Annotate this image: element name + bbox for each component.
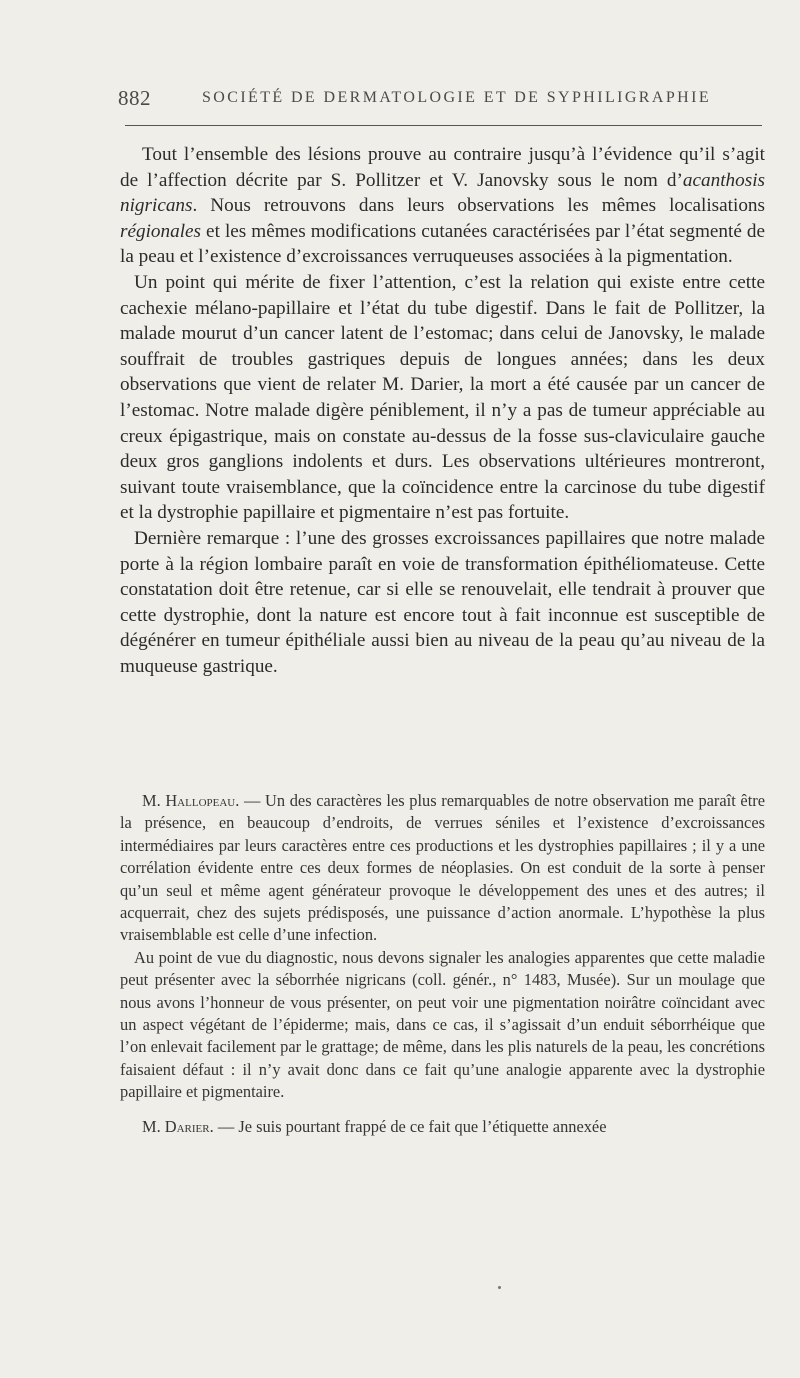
p1-text-c: et les mêmes modifications cutanées caractérisées par l’état segmenté de la peau et l’existence d’excroissances verruqueuses associées à la pigmentation.	[120, 220, 765, 268]
speaker-prefix-2: M.	[142, 1116, 165, 1136]
page-number: 882	[118, 86, 151, 110]
speaker-dash: . —	[235, 791, 266, 810]
print-speck	[498, 1286, 501, 1289]
speaker-prefix: M.	[142, 791, 166, 810]
p1-italic-term: acanthosis nigricans	[120, 169, 765, 217]
main-text	[120, 142, 765, 679]
p1-italic-regionales: régionales	[120, 220, 202, 242]
paragraph-1	[120, 142, 765, 270]
discussion-diagnostic: Au point de vue du diagnostic, nous devons signaler les analogies apparentes que cette maladie peut présenter avec la séborrhée nigricans (coll. génér., n° 1483, Musée). Sur un moulage que nous avons l’honneur de vous présenter, on peut voir une pigmentation noirâtre coïncidant avec un aspect végétant de l’épiderme; mais, dans ce cas, il s’agissait d’un enduit séborrhéique que l’on enlevait facilement par le grattage; de même, dans les plis naturels de la peau, les concrétions faisaient défaut : il n’y avait donc dans ce fait qu’une analogie apparente avec la dystrophie papillaire et pigmentaire.	[120, 947, 765, 1102]
hallopeau-remark: Un des caractères les plus remarquables de notre observation me paraît être la présence, en beaucoup d’endroits, de verrues séniles et l’existence d’excroissances intermédiaires par leurs caractères entre ces productions et les dystrophies papillaires ; il y a une corrélation évidente entre ces deux formes de néoplasies. On est conduit de la sorte à penser qu’un seul et même agent générateur provoque le développement des unes et des autres; il acquerrait, chez des sujets prédisposés, une puissance d’action anormale. L’hypothèse la plus vraisemblable est celle d’une infection.	[120, 791, 765, 945]
paragraph-3: Dernière remarque : l’une des grosses excroissances papillaires que notre malade porte à la région lombaire paraît en voie de transformation épithéliomateuse. Cette constatation doit être retenue, car si elle se renouvelait, elle tendrait à prouver que cette dystrophie, dont la nature est encore tout à fait inconnue est susceptible de dégénérer en tumeur épithéliale aussi bien au niveau de la peau qu’au niveau de la muqueuse gastrique.	[120, 527, 765, 677]
discussion-hallopeau	[120, 790, 765, 947]
discussion-text	[120, 790, 765, 1138]
header-rule	[125, 125, 762, 126]
p1-text-a: Tout l’ensemble des lésions prouve au contraire jusqu’à l’évidence qu’il s’agit de l’affection décrite par S. Pollitzer et V. Janovsky sous le nom d’	[120, 144, 765, 191]
p1-text-b: . Nous retrouvons dans leurs observations les mêmes localisations	[192, 195, 765, 217]
speaker-dash-2: . —	[209, 1116, 239, 1136]
page-header	[118, 86, 764, 114]
darier-remark: Je suis pourtant frappé de ce fait que l’étiquette annexée	[238, 1116, 607, 1136]
paragraph-2: Un point qui mérite de fixer l’attention, c’est la relation qui existe entre cette cachexie mélano-papillaire et l’état du tube digestif. Dans le fait de Pollitzer, la malade mourut d’un cancer latent de l’estomac; dans celui de Janovsky, le malade souffrait de troubles gastriques depuis de longues années; dans les deux observations que vient de relater M. Darier, la mort a été causée par un cancer de l’estomac. Notre malade digère péniblement, il n’y a pas de tumeur appréciable au creux épigastrique, mais on constate au-dessus de la fosse sus-claviculaire gauche deux gros ganglions indolents et durs. Les observations ultérieures montreront, suivant toute vraisemblance, que la coïncidence entre la carcinose du tube digestif et la dystrophie papillaire et pigmentaire n’est pas fortuite.	[120, 271, 765, 524]
discussion-darier	[120, 1116, 765, 1138]
speaker-name-darier: Darier	[164, 1116, 210, 1136]
speaker-name-hallopeau: Hallopeau	[165, 791, 236, 810]
running-title: SOCIÉTÉ DE DERMATOLOGIE ET DE SYPHILIGRAPHIE	[202, 89, 711, 106]
